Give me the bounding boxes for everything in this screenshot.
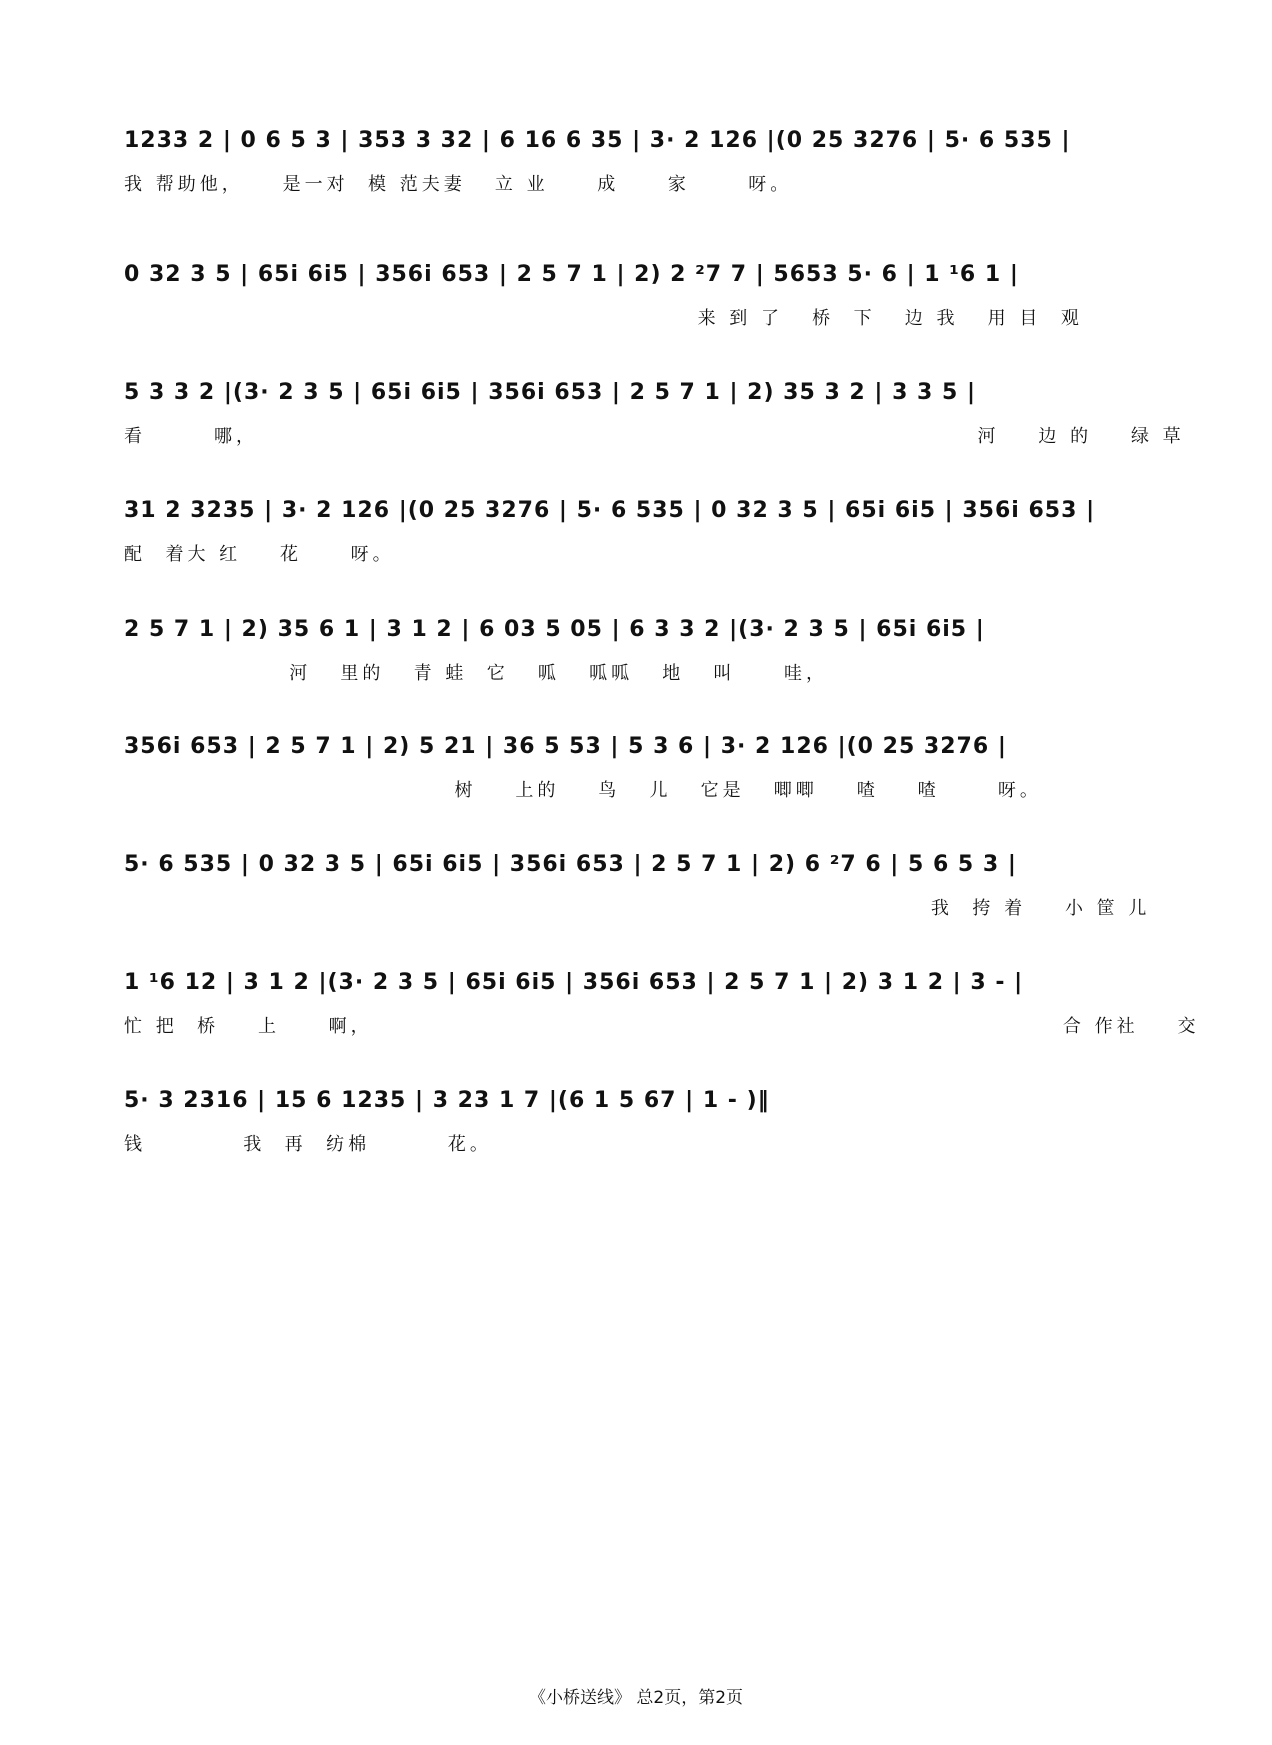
lyric-line: 我 挎 着 小 筐 儿 bbox=[124, 898, 1151, 919]
notation-line: 356i 653 | 2 5 7 1 | 2) 5 21 | 36 5 53 | 5 3 6 | 3· 2 126 |(0 25 3276 | bbox=[124, 734, 1007, 759]
system-1 bbox=[124, 118, 1194, 228]
lyric-line: 河 里的 青 蛙 它 呱 呱呱 地 叫 哇， bbox=[124, 663, 829, 684]
notation-line: 5· 6 535 | 0 32 3 5 | 65i 6i5 | 356i 653 | 2 5 7 1 | 2) 6 ²7 6 | 5 6 5 3 | bbox=[124, 852, 1017, 877]
system-2 bbox=[124, 252, 1194, 362]
system-9 bbox=[124, 1078, 1194, 1188]
lyric-line: 来 到 了 桥 下 边 我 用 目 观 bbox=[124, 308, 1083, 329]
page-footer: 《小桥送线》 总2页，第2页 bbox=[528, 1688, 744, 1708]
lyric-line: 忙 把 桥 上 啊， 合 作社 交 bbox=[124, 1016, 1200, 1037]
notation-line: 5 3 3 2 |(3· 2 3 5 | 65i 6i5 | 356i 653 | 2 5 7 1 | 2) 35 3 2 | 3 3 5 | bbox=[124, 380, 977, 405]
lyric-line: 树 上的 鸟 儿 它是 唧唧 喳 喳 呀。 bbox=[124, 780, 1042, 801]
lyric-line: 钱 我 再 纺棉 花。 bbox=[124, 1134, 492, 1155]
system-3 bbox=[124, 370, 1194, 480]
notation-line: 0 32 3 5 | 65i 6i5 | 356i 653 | 2 5 7 1 | 2) 2 ²7 7 | 5653 5· 6 | 1 ¹6 1 | bbox=[124, 262, 1019, 287]
lyric-line: 配 着大 红 花 呀。 bbox=[124, 544, 395, 565]
lyric-line: 看 哪， 河 边 的 绿 草 bbox=[124, 426, 1185, 447]
lyric-line: 我 帮助他， 是一对 模 范夫妻 立 业 成 家 呀。 bbox=[124, 174, 793, 195]
system-7 bbox=[124, 842, 1194, 952]
notation-line: 2 5 7 1 | 2) 35 6 1 | 3 1 2 | 6 03 5 05 | 6 3 3 2 |(3· 2 3 5 | 65i 6i5 | bbox=[124, 617, 985, 642]
system-5 bbox=[124, 607, 1194, 717]
system-6 bbox=[124, 724, 1194, 834]
notation-line: 5· 3 2316 | 15 6 1235 | 3 23 1 7 |(6 1 5 67 | 1 - )‖ bbox=[124, 1088, 770, 1113]
notation-line: 31 2 3235 | 3· 2 126 |(0 25 3276 | 5· 6 535 | 0 32 3 5 | 65i 6i5 | 356i 653 | bbox=[124, 498, 1096, 523]
notation-line: 1 ¹6 12 | 3 1 2 |(3· 2 3 5 | 65i 6i5 | 356i 653 | 2 5 7 1 | 2) 3 1 2 | 3 - | bbox=[124, 970, 1024, 995]
system-4 bbox=[124, 488, 1194, 598]
notation-line: 1233 2 | 0 6 5 3 | 353 3 32 | 6 16 6 35 | 3· 2 126 |(0 25 3276 | 5· 6 535 | bbox=[124, 128, 1071, 153]
system-8 bbox=[124, 960, 1200, 1070]
